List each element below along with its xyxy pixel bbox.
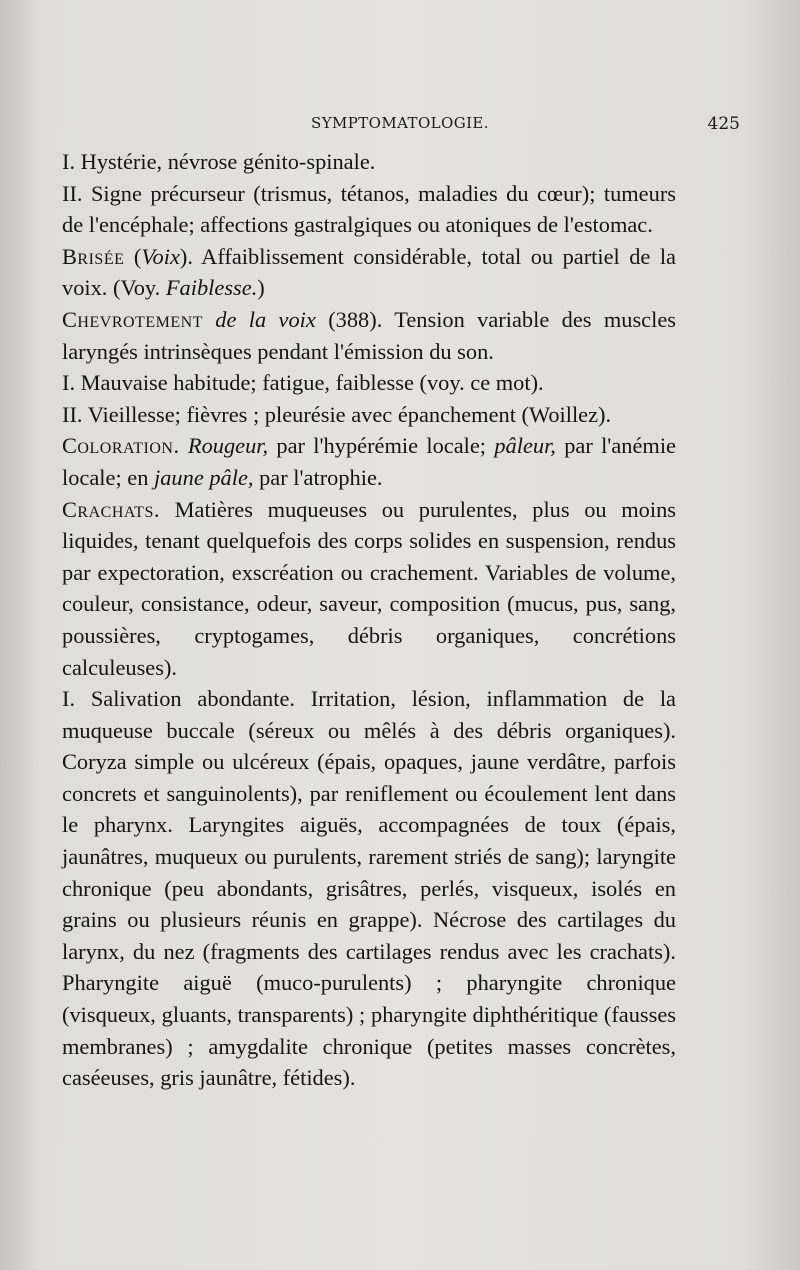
paragraph [62,494,676,684]
italic-text: Faiblesse. [165,275,258,301]
italic-text: Rougeur, [187,433,269,459]
running-head [60,114,740,140]
paragraph-text: II. Signe précurseur (trismus, tétanos, maladies du cœur); tumeurs de l'encéphale; affections gastralgiques ou atoniques de l'estomac. [62,180,676,238]
paragraph-text: par l'hypérémie locale; [268,433,495,459]
paragraph-text: Matières muqueuses ou purulentes, plus ou moins liquides, tenant quelquefois des corps solides en suspension, rendus par expectoration, exscréation ou crachement. Variables de volume, couleur, consistance, odeur, saveur, composition (mucus, pus, sang, poussières, cryptogames, débris organiques, concrétions calculeuses). [62,496,676,680]
italic-text: de la voix [215,306,316,332]
paragraph-text [180,433,188,458]
italic-text: jaune pâle, [154,464,254,490]
entry-headword: Crachats. [62,496,160,522]
italic-text: pâleur, [494,433,556,459]
paragraph-text: ( [124,243,142,269]
entry-headword: Brisée [62,243,125,269]
entry-headword: Coloration. [62,433,180,459]
paragraph [62,304,676,367]
paragraph [62,399,676,431]
paragraph-text: ). Affaiblissement considérable, total ou partiel de la voix. (Voy. [62,243,676,301]
paragraph [62,430,676,493]
italic-text: Voix [141,243,180,269]
paragraph-text: par l'atrophie. [253,464,383,490]
paragraph-text: ) [257,275,265,301]
running-title: SYMPTOMATOLOGIE. [311,114,489,132]
paragraph-text: I. Salivation abondante. Irritation, lésion, inflammation de la muqueuse buccale (séreux ou mêlés à des débris organiques). Coryza simple ou ulcéreux (épais, opaques, jaune verdâtre, parfois concrets et sanguinolents), par reniflement ou écoulement lent dans le pharynx. Laryngites aiguës, accompagnées de toux (épais, jaunâtres, muqueux ou purulents, rarement striés de sang); laryngite chronique (peu abondants, grisâtres, perlés, visqueux, isolés en grains ou plusieurs réunis en grappe). Nécrose des cartilages du larynx, du nez (fragments des cartilages rendus avec les crachats). Pharyngite aiguë (muco-purulents) ; pharyngite chronique (visqueux, gluants, transparents) ; pharyngite diphthéritique (fausses membranes) ; amygdalite chronique (petites masses concrètes, caséeuses, gris jaunâtre, fétides). [62,686,676,1091]
paragraph-text: I. Mauvaise habitude; fatigue, faiblesse (voy. ce mot). [62,370,544,396]
paragraph [62,178,676,241]
entry-headword: Chevrotement [62,306,203,332]
paragraph-text: II. Vieillesse; fièvres ; pleurésie avec épanchement (Woillez). [62,401,612,427]
paragraph [62,146,676,178]
paragraph-text: I. Hystérie, névrose génito-spinale. [62,149,376,174]
paragraph-text: (388). Tension variable des muscles laryngés intrinsèques pendant l'émission du son. [62,306,676,364]
paragraph-text: par l'anémie locale; en [62,433,676,490]
paragraph [62,683,676,1094]
paragraph [62,241,676,304]
paragraph-text [203,307,215,332]
paragraph [62,367,676,399]
page-number: 425 [707,114,740,134]
body-text [62,146,676,1094]
